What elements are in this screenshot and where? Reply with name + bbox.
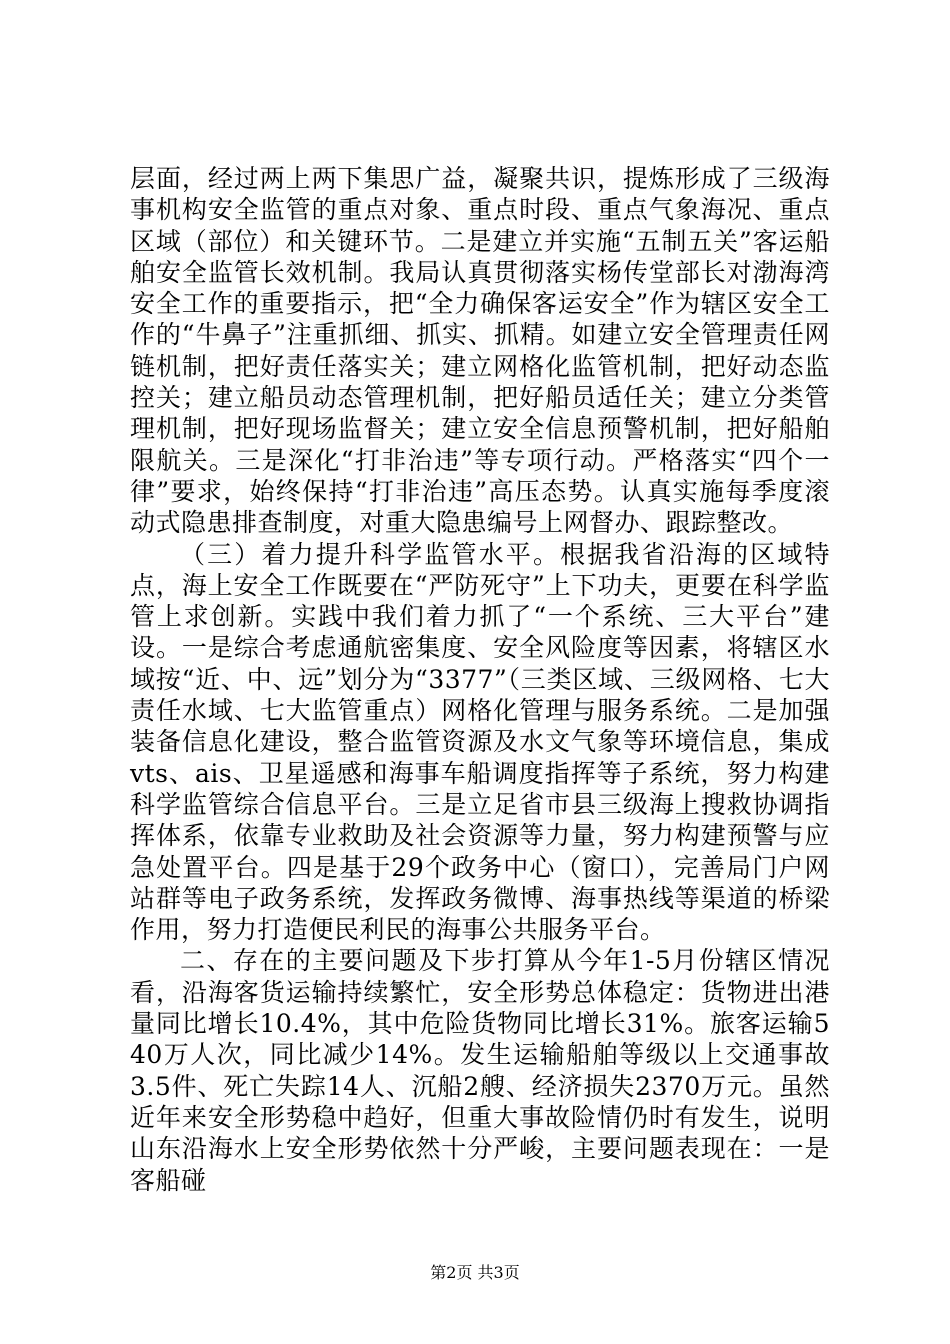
body-text: [130, 163, 830, 1196]
paragraph-continuation: 层面，经过两上两下集思广益，凝聚共识，提炼形成了三级海事机构安全监管的重点对象、重点时段、重点气象海况、重点区域（部位）和关键环节。二是建立并实施“五制五关”客运船舶安全监管长效机制。我局认真贯彻落实杨传堂部长对渤海湾安全工作的重要指示，把“全力确保客运安全”作为辖区安全工作的“牛鼻子”注重抓细、抓实、抓精。如建立安全管理责任网链机制，把好责任落实关；建立网格化监管机制，把好动态监控关；建立船员动态管理机制，把好船员适任关；建立分类管理机制，把好现场监督关；建立安全信息预警机制，把好船舶限航关。三是深化“打非治违”等专项行动。严格落实“四个一律”要求，始终保持“打非治违”高压态势。认真实施每季度滚动式隐患排查制度，对重大隐患编号上网督办、跟踪整改。: [130, 164, 830, 538]
paragraph-section-problems: 二、存在的主要问题及下步打算从今年1-5月份辖区情况看，沿海客货运输持续繁忙，安全形势总体稳定：货物进出港量同比增长10.4%，其中危险货物同比增长31%。旅客运输540万人次，同比减少14%。发生运输船舶等级以上交通事故3.5件、死亡失踪14人、沉船2艘、经济损失2370万元。虽然近年来安全形势稳中趋好，但重大事故险情仍时有发生，说明山东沿海水上安全形势依然十分严峻，主要问题表现在：一是客船碰: [130, 946, 830, 1195]
paragraph-section-3: （三）着力提升科学监管水平。根据我省沿海的区域特点，海上安全工作既要在“严防死守”上下功夫，更要在科学监管上求创新。实践中我们着力抓了“一个系统、三大平台”建设。一是综合考虑通航密集度、安全风险度等因素，将辖区水域按“近、中、远”划分为“3377”（三类区域、三级网格、七大责任水域、七大监管重点）网格化管理与服务系统。二是加强装备信息化建设，整合监管资源及水文气象等环境信息，集成vts、ais、卫星遥感和海事车船调度指挥等子系统，努力构建科学监管综合信息平台。三是立足省市县三级海上搜救协调指挥体系，依靠专业救助及社会资源等力量，努力构建预警与应急处置平台。四是基于29个政务中心（窗口），完善局门户网站群等电子政务系统，发挥政务微博、海事热线等渠道的桥梁作用，努力打造便民利民的海事公共服务平台。: [130, 539, 830, 945]
page-footer: 第2页 共3页: [430, 1263, 520, 1282]
